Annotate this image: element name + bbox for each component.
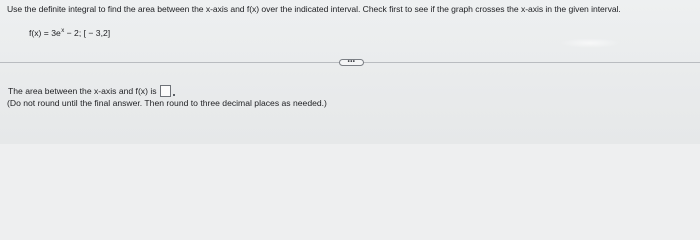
section-divider — [0, 59, 700, 67]
function-suffix: − 2; [ − 3,2] — [64, 28, 111, 38]
function-exponent: x — [61, 28, 65, 34]
answer-input[interactable] — [160, 85, 171, 97]
more-options-button[interactable]: ••• — [339, 59, 364, 66]
function-prefix: f(x) = 3e — [29, 28, 61, 38]
rounding-note: (Do not round until the final answer. Then round to three decimal places as needed.) — [7, 98, 327, 108]
answer-row — [8, 85, 175, 97]
screen-glare — [560, 38, 620, 48]
answer-prompt: The area between the x-axis and f(x) is — [8, 85, 157, 96]
question-instructions: Use the definite integral to find the area between the x-axis and f(x) over the indicated interval. Check first to see if the graph crosses the x-axis in the given interval. — [7, 4, 621, 14]
function-definition — [29, 26, 110, 39]
period-mark — [173, 94, 175, 96]
